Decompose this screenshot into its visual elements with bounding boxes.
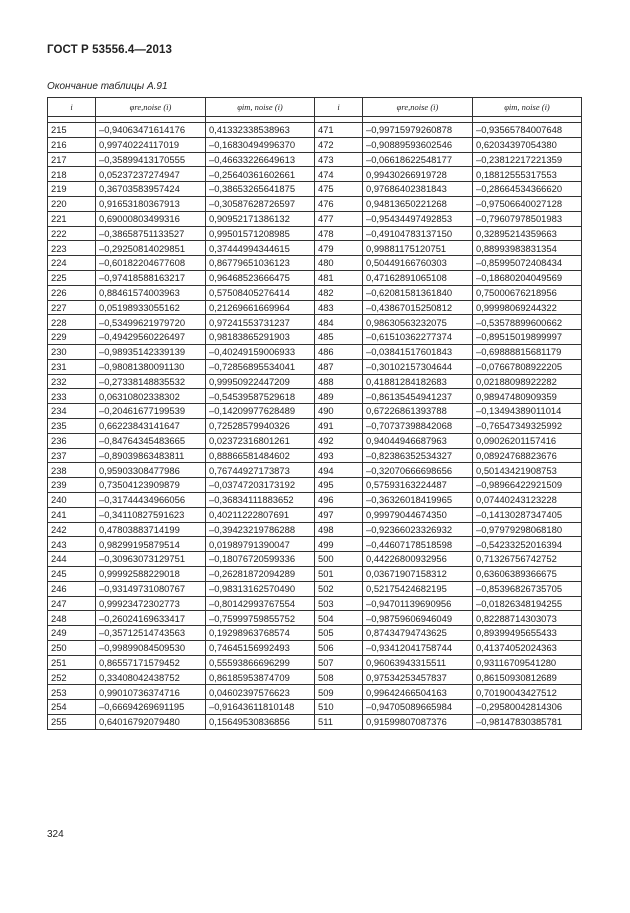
cell-re-noise-2: 0,99430266919728 [363, 167, 473, 182]
cell-re-noise: –0,93149731080767 [96, 581, 206, 596]
cell-re-noise-2: –0,98759606946049 [363, 611, 473, 626]
cell-re-noise-2: 0,97534253457837 [363, 670, 473, 685]
cell-im-noise: –0,46633226649613 [206, 152, 315, 167]
cell-i-2: 478 [315, 226, 363, 241]
cell-re-noise-2: –0,94701139690956 [363, 596, 473, 611]
cell-i: 255 [48, 714, 96, 729]
cell-re-noise-2: 0,87434794743625 [363, 626, 473, 641]
cell-i: 244 [48, 552, 96, 567]
cell-im-noise-2: –0,76547349325992 [473, 418, 582, 433]
cell-i-2: 475 [315, 182, 363, 197]
cell-re-noise: 0,95903308477986 [96, 463, 206, 478]
cell-re-noise: 0,98299195879514 [96, 537, 206, 552]
cell-im-noise-2: 0,62034397054380 [473, 137, 582, 152]
cell-i-2: 489 [315, 389, 363, 404]
cell-re-noise: –0,27338148835532 [96, 374, 206, 389]
column-header-im-noise-2: φim, noise (i) [473, 98, 582, 117]
cell-re-noise-2: 0,41881284182683 [363, 374, 473, 389]
cell-im-noise: –0,14209977628489 [206, 404, 315, 419]
cell-im-noise: 0,02372316801261 [206, 433, 315, 448]
cell-i: 220 [48, 196, 96, 211]
cell-i: 230 [48, 344, 96, 359]
table-row [48, 700, 582, 715]
cell-re-noise-2: 0,57593163224487 [363, 478, 473, 493]
cell-i: 234 [48, 404, 96, 419]
cell-i: 253 [48, 685, 96, 700]
cell-im-noise: 0,90952171386132 [206, 211, 315, 226]
table-row [48, 714, 582, 729]
cell-im-noise: –0,16830494996370 [206, 137, 315, 152]
cell-re-noise-2: 0,47162891065108 [363, 270, 473, 285]
cell-im-noise: 0,88866581484602 [206, 448, 315, 463]
cell-im-noise: 0,76744927173873 [206, 463, 315, 478]
cell-im-noise: 0,57508405276414 [206, 285, 315, 300]
cell-i: 228 [48, 315, 96, 330]
table-row [48, 640, 582, 655]
page-number: 324 [47, 829, 64, 840]
cell-im-noise-2: –0,53578899600662 [473, 315, 582, 330]
cell-i: 243 [48, 537, 96, 552]
cell-i-2: 477 [315, 211, 363, 226]
table-row [48, 123, 582, 138]
cell-i-2: 492 [315, 433, 363, 448]
cell-im-noise-2: 0,09026201157416 [473, 433, 582, 448]
cell-i: 223 [48, 241, 96, 256]
cell-i: 229 [48, 330, 96, 345]
cell-im-noise-2: 0,02188098922282 [473, 374, 582, 389]
cell-re-noise: –0,20461677199539 [96, 404, 206, 419]
cell-i: 222 [48, 226, 96, 241]
cell-im-noise: 0,04602397576623 [206, 685, 315, 700]
cell-im-noise: –0,72856895534041 [206, 359, 315, 374]
cell-im-noise-2: 0,70190043427512 [473, 685, 582, 700]
table-row [48, 211, 582, 226]
cell-im-noise-2: –0,93565784007648 [473, 123, 582, 138]
cell-re-noise: –0,29250814029851 [96, 241, 206, 256]
cell-im-noise: –0,25640361602661 [206, 167, 315, 182]
cell-re-noise-2: 0,91599807087376 [363, 714, 473, 729]
cell-re-noise: 0,47803883714199 [96, 522, 206, 537]
table-row [48, 256, 582, 271]
table-row [48, 626, 582, 641]
cell-re-noise-2: 0,03671907158312 [363, 566, 473, 581]
cell-re-noise: 0,33408042438752 [96, 670, 206, 685]
table-row [48, 404, 582, 419]
cell-im-noise-2: 0,99998069244322 [473, 300, 582, 315]
cell-im-noise-2: 0,88993983831354 [473, 241, 582, 256]
cell-im-noise-2: –0,85995072408434 [473, 256, 582, 271]
cell-i-2: 487 [315, 359, 363, 374]
table-header [48, 98, 582, 117]
table-row [48, 374, 582, 389]
table-row [48, 300, 582, 315]
cell-i: 217 [48, 152, 96, 167]
cell-re-noise: –0,98935142339139 [96, 344, 206, 359]
cell-re-noise: –0,38658751133527 [96, 226, 206, 241]
cell-re-noise: 0,05237237274947 [96, 167, 206, 182]
data-table [47, 97, 582, 730]
cell-im-noise: 0,21269661669964 [206, 300, 315, 315]
table-row [48, 581, 582, 596]
cell-im-noise-2: –0,13494389011014 [473, 404, 582, 419]
table-row [48, 611, 582, 626]
cell-re-noise-2: –0,92366023326932 [363, 522, 473, 537]
cell-re-noise-2: 0,50449166760303 [363, 256, 473, 271]
cell-re-noise: 0,99992588229018 [96, 566, 206, 581]
cell-i: 254 [48, 700, 96, 715]
cell-im-noise-2: 0,98947480909359 [473, 389, 582, 404]
cell-i-2: 500 [315, 552, 363, 567]
cell-im-noise: 0,86185953874709 [206, 670, 315, 685]
cell-i-2: 490 [315, 404, 363, 419]
cell-re-noise: –0,89039863483811 [96, 448, 206, 463]
cell-i: 237 [48, 448, 96, 463]
cell-re-noise-2: –0,61510362277374 [363, 330, 473, 345]
cell-re-noise-2: 0,94044946687963 [363, 433, 473, 448]
table-body [48, 117, 582, 730]
cell-im-noise: 0,15649530836856 [206, 714, 315, 729]
table-row [48, 137, 582, 152]
cell-re-noise-2: 0,44226800932956 [363, 552, 473, 567]
cell-re-noise: –0,26024169633417 [96, 611, 206, 626]
cell-re-noise: –0,49429560226497 [96, 330, 206, 345]
cell-re-noise-2: –0,44607178518598 [363, 537, 473, 552]
cell-im-noise-2: 0,08924768823676 [473, 448, 582, 463]
cell-i: 245 [48, 566, 96, 581]
cell-re-noise-2: 0,94813650221268 [363, 196, 473, 211]
cell-i: 248 [48, 611, 96, 626]
cell-i: 238 [48, 463, 96, 478]
column-header-i-2: i [315, 98, 363, 117]
cell-i-2: 502 [315, 581, 363, 596]
cell-i-2: 494 [315, 463, 363, 478]
column-header-re-noise: φre,noise (i) [96, 98, 206, 117]
table-row [48, 330, 582, 345]
table-row [48, 507, 582, 522]
cell-im-noise-2: 0,18812555317553 [473, 167, 582, 182]
cell-i-2: 486 [315, 344, 363, 359]
cell-i-2: 474 [315, 167, 363, 182]
cell-i-2: 508 [315, 670, 363, 685]
table-row [48, 418, 582, 433]
cell-im-noise-2: –0,54233252016394 [473, 537, 582, 552]
cell-re-noise: –0,35899413170555 [96, 152, 206, 167]
cell-i-2: 497 [315, 507, 363, 522]
cell-im-noise-2: –0,79607978501983 [473, 211, 582, 226]
cell-re-noise-2: –0,36326018419965 [363, 492, 473, 507]
cell-im-noise-2: 0,89399495655433 [473, 626, 582, 641]
cell-im-noise: –0,75999759855752 [206, 611, 315, 626]
table-row [48, 344, 582, 359]
cell-re-noise-2: –0,90889593602546 [363, 137, 473, 152]
cell-i-2: 482 [315, 285, 363, 300]
cell-re-noise-2: 0,99642466504163 [363, 685, 473, 700]
cell-re-noise-2: 0,99979044674350 [363, 507, 473, 522]
cell-i-2: 476 [315, 196, 363, 211]
cell-im-noise: 0,41332338538963 [206, 123, 315, 138]
cell-im-noise-2: 0,93116709541280 [473, 655, 582, 670]
cell-i: 236 [48, 433, 96, 448]
cell-im-noise-2: 0,82288714303073 [473, 611, 582, 626]
cell-re-noise-2: –0,95434497492853 [363, 211, 473, 226]
cell-im-noise-2: –0,23812217221359 [473, 152, 582, 167]
cell-re-noise-2: –0,94705089665984 [363, 700, 473, 715]
cell-re-noise: –0,98081380091130 [96, 359, 206, 374]
cell-i: 246 [48, 581, 96, 596]
cell-im-noise-2: 0,32895214359663 [473, 226, 582, 241]
cell-i: 216 [48, 137, 96, 152]
cell-im-noise: –0,80142993767554 [206, 596, 315, 611]
column-header-i: i [48, 98, 96, 117]
cell-i: 250 [48, 640, 96, 655]
cell-im-noise: 0,19298963768574 [206, 626, 315, 641]
cell-re-noise: 0,86557171579452 [96, 655, 206, 670]
cell-i-2: 485 [315, 330, 363, 345]
cell-i: 233 [48, 389, 96, 404]
cell-re-noise-2: –0,70737398842068 [363, 418, 473, 433]
cell-im-noise: –0,03747203173192 [206, 478, 315, 493]
cell-im-noise-2: –0,69888815681179 [473, 344, 582, 359]
cell-im-noise-2: –0,18680204049569 [473, 270, 582, 285]
cell-i: 227 [48, 300, 96, 315]
cell-re-noise-2: 0,67226861393788 [363, 404, 473, 419]
table-row [48, 448, 582, 463]
table-row [48, 182, 582, 197]
cell-im-noise: –0,26281872094289 [206, 566, 315, 581]
cell-re-noise: –0,66694269691195 [96, 700, 206, 715]
cell-im-noise-2: –0,28664534366620 [473, 182, 582, 197]
table-row [48, 315, 582, 330]
cell-i: 235 [48, 418, 96, 433]
cell-i: 225 [48, 270, 96, 285]
table-row [48, 285, 582, 300]
cell-re-noise-2: –0,06618622548177 [363, 152, 473, 167]
cell-im-noise: 0,01989791390047 [206, 537, 315, 552]
cell-im-noise: –0,38653265641875 [206, 182, 315, 197]
cell-im-noise: 0,86779651036123 [206, 256, 315, 271]
cell-re-noise: 0,99923472302773 [96, 596, 206, 611]
cell-re-noise-2: –0,62081581361840 [363, 285, 473, 300]
cell-re-noise-2: 0,98630563232075 [363, 315, 473, 330]
cell-i-2: 496 [315, 492, 363, 507]
cell-im-noise: –0,39423219786288 [206, 522, 315, 537]
cell-re-noise: 0,91653180367913 [96, 196, 206, 211]
cell-re-noise-2: 0,96063943315511 [363, 655, 473, 670]
cell-im-noise-2: 0,75000676218956 [473, 285, 582, 300]
cell-i-2: 501 [315, 566, 363, 581]
cell-im-noise: –0,18076720599336 [206, 552, 315, 567]
cell-im-noise: –0,40249159006933 [206, 344, 315, 359]
table-row [48, 655, 582, 670]
cell-i: 242 [48, 522, 96, 537]
cell-i: 218 [48, 167, 96, 182]
cell-re-noise: 0,99740224117019 [96, 137, 206, 152]
cell-re-noise: –0,31744434966056 [96, 492, 206, 507]
cell-i-2: 511 [315, 714, 363, 729]
cell-re-noise: 0,69000803499316 [96, 211, 206, 226]
cell-i: 240 [48, 492, 96, 507]
cell-i-2: 480 [315, 256, 363, 271]
cell-re-noise-2: 0,52175424682195 [363, 581, 473, 596]
table-row [48, 537, 582, 552]
cell-i-2: 491 [315, 418, 363, 433]
cell-im-noise-2: 0,71326756742752 [473, 552, 582, 567]
cell-re-noise: 0,66223843141647 [96, 418, 206, 433]
cell-im-noise-2: 0,07440243123228 [473, 492, 582, 507]
cell-re-noise-2: –0,43867015250812 [363, 300, 473, 315]
cell-im-noise: 0,96468523666475 [206, 270, 315, 285]
table-row [48, 596, 582, 611]
table-row [48, 167, 582, 182]
cell-re-noise-2: –0,49104783137150 [363, 226, 473, 241]
cell-i-2: 472 [315, 137, 363, 152]
cell-re-noise: –0,94063471614176 [96, 123, 206, 138]
table-row [48, 359, 582, 374]
table-caption: Окончание таблицы А.91 [47, 81, 168, 92]
cell-i-2: 499 [315, 537, 363, 552]
cell-re-noise-2: –0,32070666698656 [363, 463, 473, 478]
cell-im-noise: 0,99501571208985 [206, 226, 315, 241]
cell-i-2: 481 [315, 270, 363, 285]
table-row [48, 433, 582, 448]
cell-im-noise-2: 0,50143421908753 [473, 463, 582, 478]
cell-i: 239 [48, 478, 96, 493]
table-row [48, 389, 582, 404]
cell-i-2: 471 [315, 123, 363, 138]
cell-re-noise-2: 0,99881175120751 [363, 241, 473, 256]
cell-i-2: 479 [315, 241, 363, 256]
table-row [48, 270, 582, 285]
table-row [48, 522, 582, 537]
cell-re-noise: 0,36703583957424 [96, 182, 206, 197]
cell-i: 215 [48, 123, 96, 138]
cell-i: 251 [48, 655, 96, 670]
cell-i-2: 503 [315, 596, 363, 611]
cell-i-2: 498 [315, 522, 363, 537]
cell-re-noise-2: –0,30102157304644 [363, 359, 473, 374]
table-row [48, 492, 582, 507]
cell-im-noise: –0,36834111883652 [206, 492, 315, 507]
cell-im-noise-2: –0,97979298068180 [473, 522, 582, 537]
cell-im-noise: 0,98183865291903 [206, 330, 315, 345]
cell-im-noise: 0,74645156992493 [206, 640, 315, 655]
cell-re-noise: 0,06310802338302 [96, 389, 206, 404]
cell-re-noise-2: –0,99715979260878 [363, 123, 473, 138]
cell-i: 247 [48, 596, 96, 611]
cell-re-noise: –0,34110827591623 [96, 507, 206, 522]
cell-i: 226 [48, 285, 96, 300]
cell-i-2: 510 [315, 700, 363, 715]
cell-re-noise: 0,05198933055162 [96, 300, 206, 315]
cell-im-noise: –0,91643611810148 [206, 700, 315, 715]
cell-i: 219 [48, 182, 96, 197]
cell-re-noise: –0,53499621979720 [96, 315, 206, 330]
table-row [48, 463, 582, 478]
cell-re-noise: 0,64016792079480 [96, 714, 206, 729]
cell-im-noise-2: 0,86150930812689 [473, 670, 582, 685]
cell-re-noise: 0,99010736374716 [96, 685, 206, 700]
table-row [48, 552, 582, 567]
table-row [48, 241, 582, 256]
cell-re-noise-2: –0,03841517601843 [363, 344, 473, 359]
cell-re-noise: 0,73504123909879 [96, 478, 206, 493]
cell-re-noise-2: 0,97686402381843 [363, 182, 473, 197]
cell-im-noise-2: –0,01826348194255 [473, 596, 582, 611]
cell-i-2: 483 [315, 300, 363, 315]
table-row [48, 196, 582, 211]
cell-im-noise: 0,99950922447209 [206, 374, 315, 389]
cell-im-noise-2: –0,29580042814306 [473, 700, 582, 715]
cell-im-noise: –0,54539587529618 [206, 389, 315, 404]
table-row [48, 478, 582, 493]
cell-im-noise: 0,72528579940326 [206, 418, 315, 433]
cell-im-noise-2: –0,07667808922205 [473, 359, 582, 374]
cell-im-noise: 0,55593866696299 [206, 655, 315, 670]
cell-i-2: 505 [315, 626, 363, 641]
table-row [48, 685, 582, 700]
cell-i-2: 506 [315, 640, 363, 655]
cell-im-noise-2: –0,89515019899997 [473, 330, 582, 345]
table-row [48, 152, 582, 167]
table-row [48, 226, 582, 241]
cell-im-noise-2: –0,85396826735705 [473, 581, 582, 596]
cell-im-noise-2: –0,98147830385781 [473, 714, 582, 729]
cell-i-2: 495 [315, 478, 363, 493]
cell-im-noise: –0,98313162570490 [206, 581, 315, 596]
cell-i: 231 [48, 359, 96, 374]
cell-im-noise-2: 0,41374052024363 [473, 640, 582, 655]
cell-i: 241 [48, 507, 96, 522]
cell-re-noise: –0,84764345483665 [96, 433, 206, 448]
cell-im-noise: 0,97241553731237 [206, 315, 315, 330]
cell-i-2: 504 [315, 611, 363, 626]
cell-i: 221 [48, 211, 96, 226]
cell-i: 224 [48, 256, 96, 271]
cell-im-noise-2: –0,98966422921509 [473, 478, 582, 493]
cell-i-2: 507 [315, 655, 363, 670]
cell-im-noise-2: –0,14130287347405 [473, 507, 582, 522]
cell-re-noise: –0,30963073129751 [96, 552, 206, 567]
cell-i-2: 473 [315, 152, 363, 167]
cell-re-noise: –0,60182204677608 [96, 256, 206, 271]
cell-re-noise: –0,35712514743563 [96, 626, 206, 641]
cell-i-2: 488 [315, 374, 363, 389]
cell-i: 252 [48, 670, 96, 685]
cell-re-noise: –0,97418588163217 [96, 270, 206, 285]
column-header-im-noise: φim, noise (i) [206, 98, 315, 117]
cell-im-noise: –0,30587628726597 [206, 196, 315, 211]
cell-re-noise-2: –0,86135454941237 [363, 389, 473, 404]
table-row [48, 670, 582, 685]
cell-re-noise: –0,99899084509530 [96, 640, 206, 655]
cell-re-noise: 0,88461574003963 [96, 285, 206, 300]
cell-i-2: 493 [315, 448, 363, 463]
table-row [48, 566, 582, 581]
cell-re-noise-2: –0,82386352534327 [363, 448, 473, 463]
cell-re-noise-2: –0,93412041758744 [363, 640, 473, 655]
cell-im-noise-2: 0,63606389366675 [473, 566, 582, 581]
document-code: ГОСТ Р 53556.4—2013 [47, 44, 172, 56]
cell-i: 249 [48, 626, 96, 641]
cell-i-2: 509 [315, 685, 363, 700]
cell-i-2: 484 [315, 315, 363, 330]
cell-im-noise-2: –0,97506640027128 [473, 196, 582, 211]
column-header-re-noise-2: φre,noise (i) [363, 98, 473, 117]
cell-i: 232 [48, 374, 96, 389]
cell-im-noise: 0,37444994344615 [206, 241, 315, 256]
cell-im-noise: 0,40211222807691 [206, 507, 315, 522]
